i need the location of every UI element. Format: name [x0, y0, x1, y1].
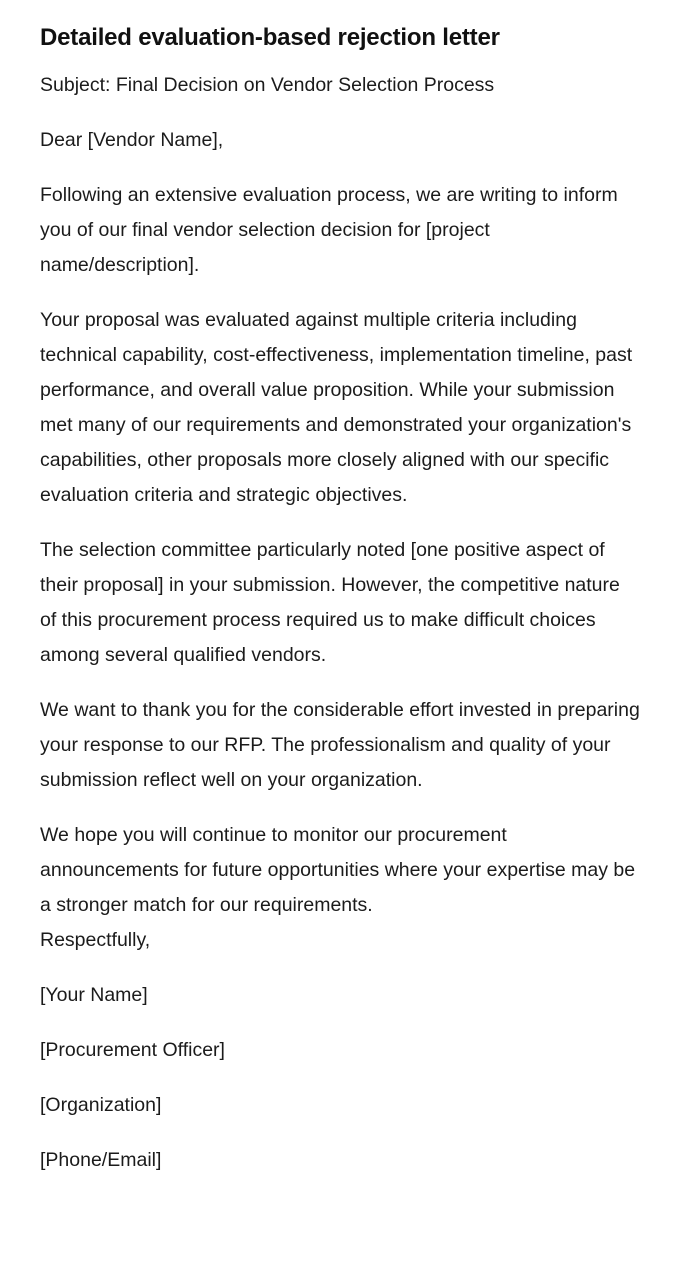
body-paragraph-3: The selection committee particularly noted [one positive aspect of their proposal] in your submission. However, the competitive nature of this procurement process required us to make difficult choices among several qualified vendors. — [40, 539, 620, 666]
signature-name: [Your Name] — [40, 984, 148, 1006]
body-paragraph-1: Following an extensive evaluation process, we are writing to inform you of our final vendor selection decision for [project name/description]. — [40, 184, 618, 276]
salutation: Dear [Vendor Name], — [40, 129, 224, 151]
body-paragraph-5: We hope you will continue to monitor our procurement announcements for future opportunities where your expertise may be a stronger match for our requirements. — [40, 824, 636, 916]
signature-contact: [Phone/Email] — [40, 1149, 162, 1171]
letter-body — [40, 68, 640, 923]
signature-organization: [Organization] — [40, 1094, 162, 1116]
body-paragraph-4: We want to thank you for the considerable effort invested in preparing your response to our RFP. The professionalism and quality of your submission reflect well on your organization. — [40, 699, 640, 791]
page-title: Detailed evaluation-based rejection letter — [40, 24, 500, 51]
signature-block — [40, 923, 640, 1178]
subject-line: Subject: Final Decision on Vendor Selection Process — [40, 74, 495, 96]
signature-role: [Procurement Officer] — [40, 1039, 225, 1061]
body-paragraph-2: Your proposal was evaluated against multiple criteria including technical capability, cost-effectiveness, implementation timeline, past performance, and overall value proposition. While your submission met many of our requirements and demonstrated your organization's capabilities, other proposals more closely aligned with our specific evaluation criteria and strategic objectives. — [40, 309, 633, 506]
closing-line: Respectfully, — [40, 929, 151, 951]
